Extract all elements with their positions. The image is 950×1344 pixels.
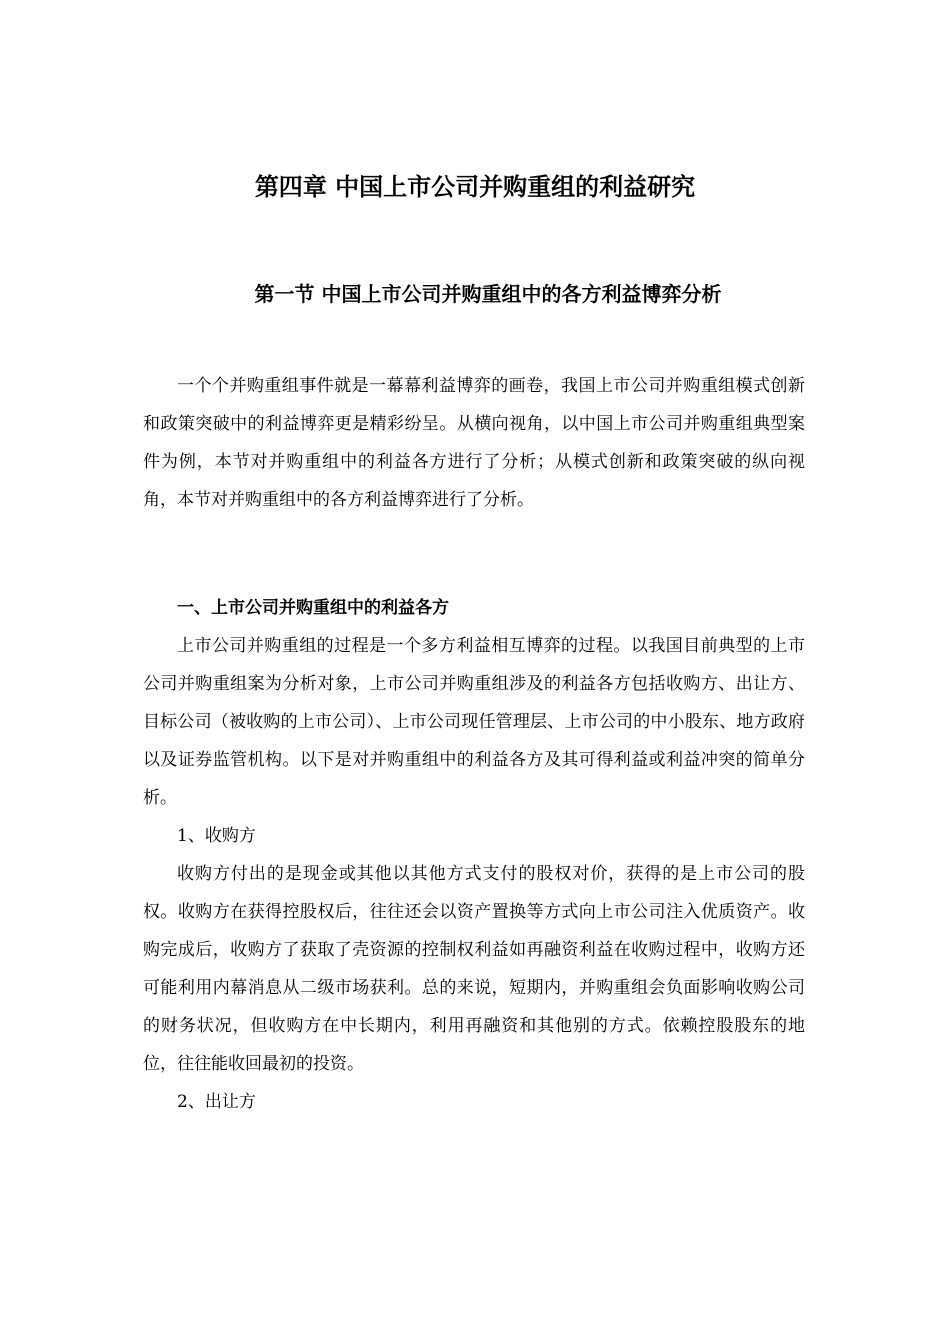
section-title: 第一节 中国上市公司并购重组中的各方利益博弈分析 — [254, 282, 722, 306]
subsection-paragraph: 上市公司并购重组的过程是一个多方利益相互博弈的过程。以我国目前典型的上市公司并购重组案为分析对象，上市公司并购重组涉及的利益各方包括收购方、出让方、目标公司（被收购的上市公司）、上市公司现任管理层、上市公司的中小股东、地方政府以及证券监管机构。以下是对并购重组中的利益各方及其可得利益或利益冲突的简单分析。 — [143, 636, 805, 808]
intro-paragraph: 一个个并购重组事件就是一幕幕利益博弈的画卷，我国上市公司并购重组模式创新和政策突破中的利益博弈更是精彩纷呈。从横向视角，以中国上市公司并购重组典型案件为例，本节对并购重组中的利益各方进行了分析；从模式创新和政策突破的纵向视角，本节对并购重组中的各方利益博弈进行了分析。 — [143, 376, 805, 510]
item-1-label: 1、收购方 — [177, 826, 256, 846]
subsection-block — [143, 589, 805, 1121]
item-2-label: 2、出让方 — [177, 1092, 256, 1112]
intro-block — [143, 367, 805, 519]
chapter-title: 第四章 中国上市公司并购重组的利益研究 — [254, 173, 696, 201]
item-1-paragraph: 收购方付出的是现金或其他以其他方式支付的股权对价，获得的是上市公司的股权。收购方在获得控股权后，往往还会以资产置换等方式向上市公司注入优质资产。收购完成后，收购方了获取了壳资源的控制权利益如再融资利益在收购过程中，收购方还可能利用内幕消息从二级市场获利。总的来说，短期内，并购重组会负面影响收购公司的财务状况，但收购方在中长期内，利用再融资和其他别的方式。依赖控股股东的地位，往往能收回最初的投资。 — [143, 864, 805, 1074]
subsection-heading: 一、上市公司并购重组中的利益各方 — [177, 598, 449, 618]
